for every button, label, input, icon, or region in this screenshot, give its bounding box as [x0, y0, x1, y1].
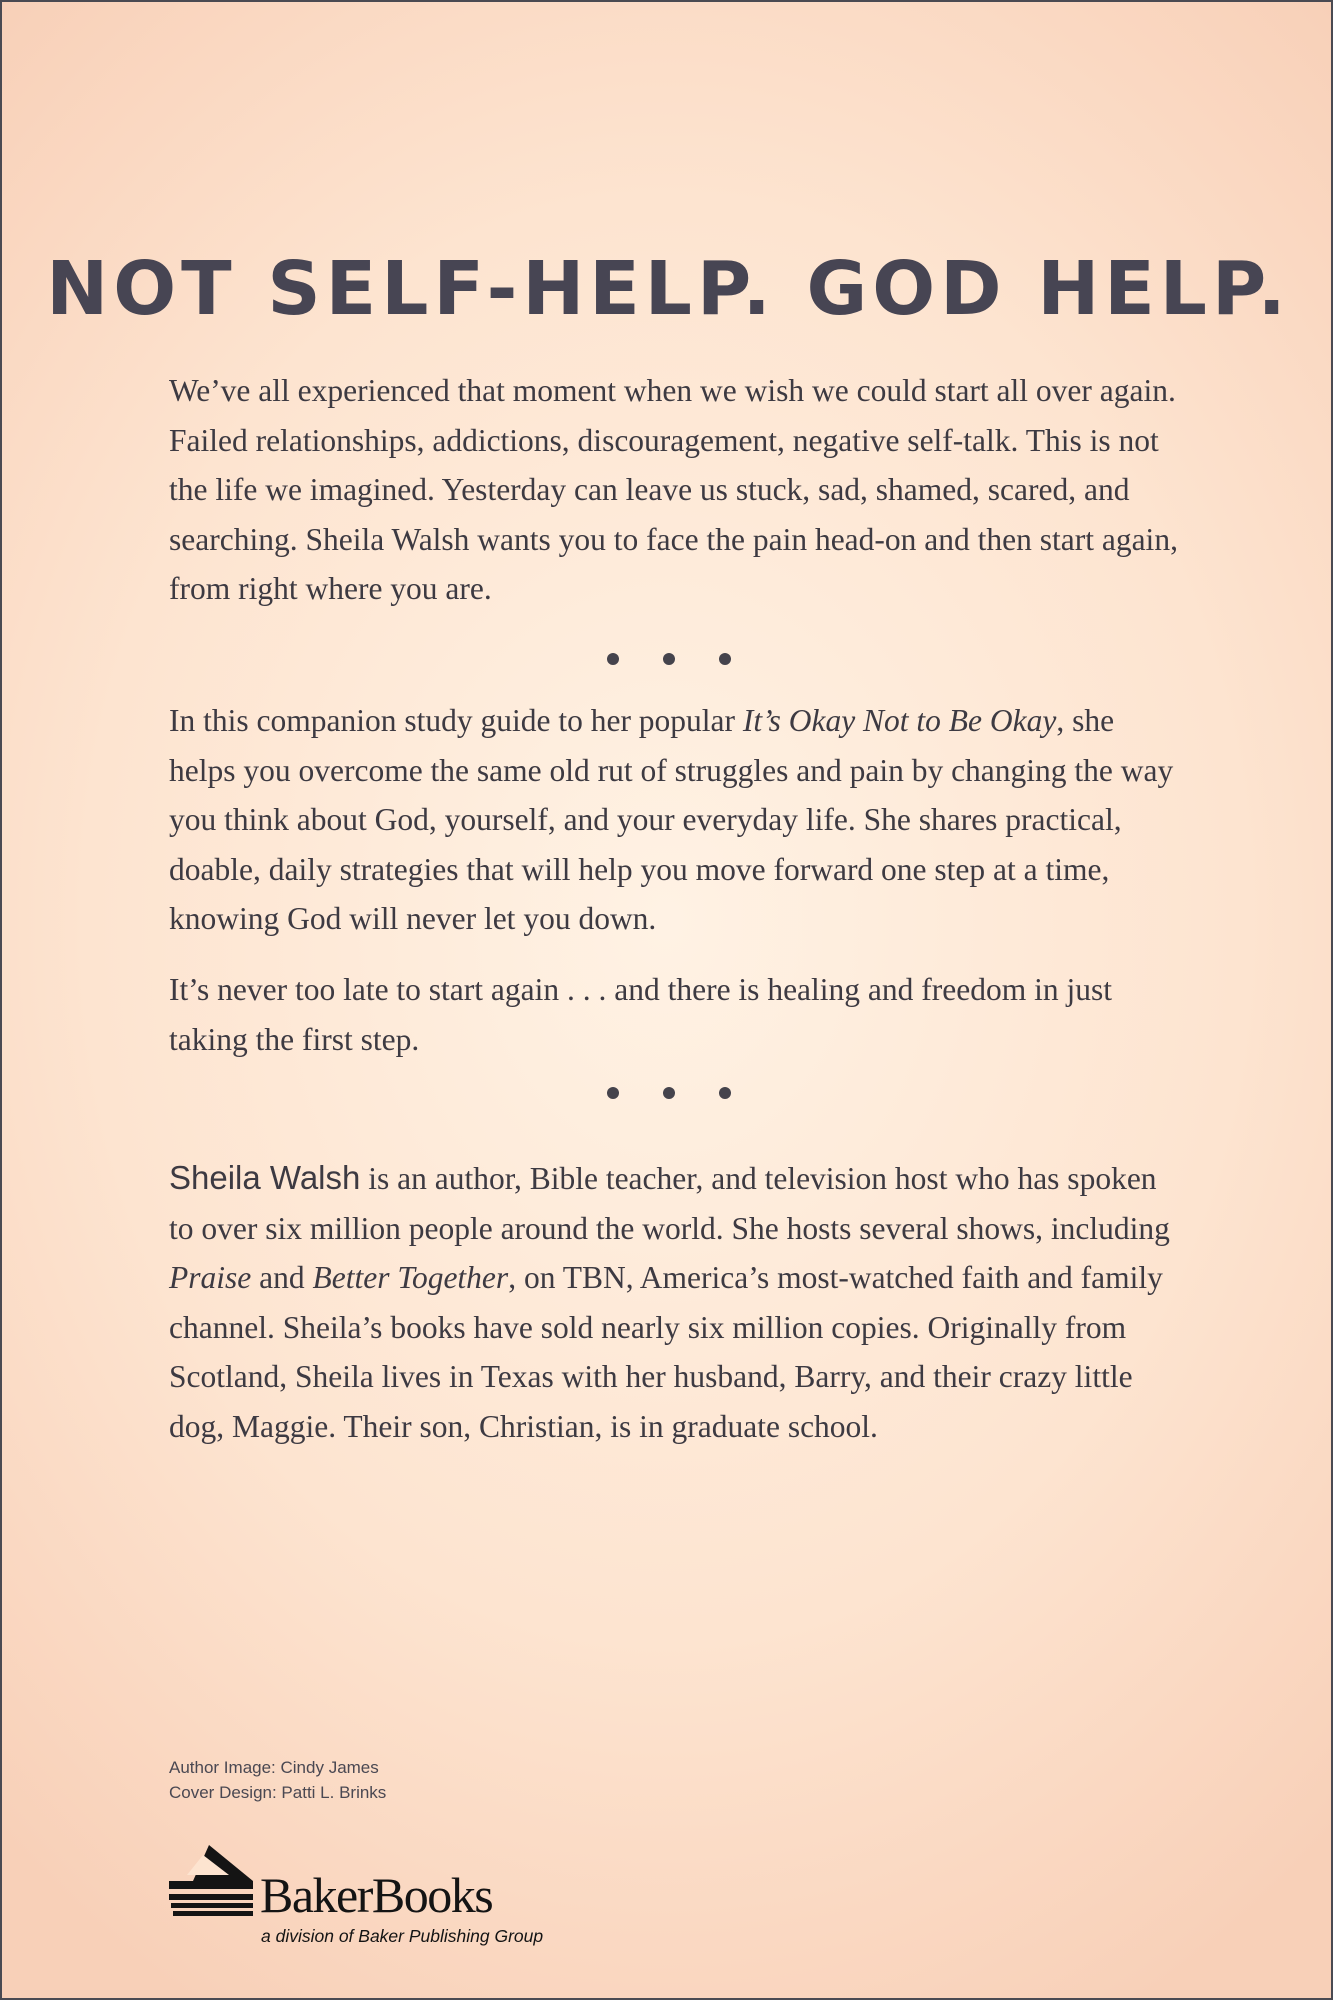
divider-dot: [719, 1087, 731, 1099]
divider-dot: [663, 1087, 675, 1099]
divider-dot: [607, 1087, 619, 1099]
bio-text-1: is an author, Bible teacher, and television host who has spoken to over six million people around the world. She hosts several shows, including: [169, 1161, 1170, 1246]
open-book-stack-icon: [169, 1845, 255, 1917]
divider-dot: [607, 653, 619, 665]
divider-dot: [663, 653, 675, 665]
publisher-name: BakerBooks: [260, 1867, 493, 1923]
show-title-praise: Praise: [169, 1260, 252, 1295]
show-title-better-together: Better Together: [312, 1260, 509, 1295]
book-title: It’s Okay Not to Be Okay: [742, 703, 1057, 738]
divider-dot: [719, 653, 731, 665]
section-divider: [2, 653, 1333, 665]
cover-design-credit: Cover Design: Patti L. Brinks: [169, 1783, 387, 1802]
para2-before: In this companion study guide to her popular: [169, 703, 743, 738]
bio-text-2: and: [251, 1260, 313, 1295]
publisher-tagline: a division of Baker Publishing Group: [261, 1926, 544, 1946]
author-bio: [169, 1153, 1179, 1451]
para2-after: , she helps you overcome the same old rut of struggles and pain by changing the way you think about God, yourself, and your everyday life. She shares practical, doable, daily strategies that will help you move forward one step at a time, knowing God will never let you down.: [169, 703, 1174, 936]
author-image-credit: Author Image: Cindy James: [169, 1758, 379, 1777]
author-name: Sheila Walsh: [169, 1159, 361, 1196]
bio-text-3: , on TBN, America’s most-watched faith and family channel. Sheila’s books have sold nearly six million copies. Originally from Scotland, Sheila lives in Texas with her husband, Barry, and their crazy little dog, Maggie. Their son, Christian, is in graduate school.: [169, 1260, 1163, 1444]
headline: NOT SELF-HELP. GOD HELP.: [46, 246, 1291, 332]
section-divider: [2, 1087, 1333, 1099]
description-paragraph-2: [169, 696, 1179, 944]
description-paragraph-3: It’s never too late to start again . . . and there is healing and freedom in just taking the first step.: [169, 972, 1112, 1057]
description-paragraph-1: We’ve all experienced that moment when we wish we could start all over again. Failed relationships, addictions, discouragement, negative self-talk. This is not the life we imagined. Yesterday can leave us stuck, sad, shamed, scared, and searching. Sheila Walsh wants you to face the pain head-on and then start again, from right where you are.: [169, 373, 1178, 606]
